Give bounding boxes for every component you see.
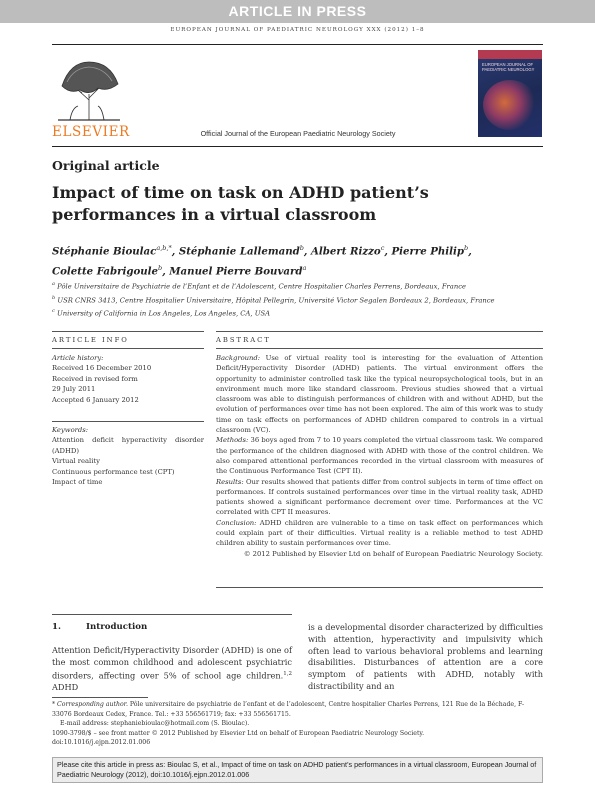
abstract-conclusion-text: ADHD children are vulnerable to a time on task effect on performances which could explain part of their difficulties. Virtual reality is a reliable method to test ADHD children ability to sustain performances over time. [216, 518, 543, 548]
affiliation [52, 293, 552, 307]
affiliation-text: University of California in Los Angeles, Los Angeles, CA, USA [56, 309, 271, 318]
abstract-results-label: Results: [216, 477, 244, 486]
cover-title: EUROPEAN JOURNAL OF PAEDIATRIC NEUROLOGY [482, 62, 535, 72]
citation-box: Please cite this article in press as: Bioulac S, et al., Impact of time on task on ADHD patient’s performances in a virtual classroom, European Journal of Paediatric Neurology (2012), doi:10.1016/j.ejpn.2012.01.006 [52, 757, 543, 783]
affiliation-text: Pôle Universitaire de Psychiatrie de l’Enfant et de l’Adolescent, Centre Hospitalier Charles Perrens, Bordeaux, France [57, 282, 467, 291]
author-name: Stéphanie Bioulac [52, 245, 157, 258]
keywords-label: Keywords: [52, 426, 89, 434]
history-label: Article history: [52, 354, 104, 362]
history-item: Received in revised form [52, 374, 138, 383]
article-info-mid-rule [52, 348, 204, 349]
abstract-results [216, 477, 543, 518]
intro-rule [52, 614, 292, 615]
author-name: Albert Rizzo [311, 245, 381, 258]
article-info-top-rule [52, 331, 204, 332]
corresponding-label: * Corresponding author. [52, 701, 128, 708]
article-in-press-banner: ARTICLE IN PRESS [0, 0, 595, 23]
abstract-conclusion-label: Conclusion: [216, 518, 257, 527]
doi-line: doi:10.1016/j.ejpn.2012.01.006 [52, 739, 151, 747]
body-column-right [308, 622, 543, 693]
corresponding-text: Pôle universitaire de psychiatrie de l’enfant et de l’adolescent, Centre hospitalier Charles Perrens, 121 Rue de la Béchade, F-33076 Bordeaux Cedex, France. Tel.: +33 556561719; fax: +33 556561715. [52, 701, 525, 718]
journal-cover-image [478, 50, 542, 137]
affiliation [52, 306, 552, 320]
abstract-mid-rule [216, 348, 543, 349]
email-note: E-mail address: stephaniebioulac@hotmail.com (S. Bioulac). [60, 720, 250, 728]
header-top-rule [52, 44, 543, 45]
citation-mark: 1,2 [283, 670, 292, 677]
section-number: 1. [52, 622, 61, 632]
abstract-background-text: Use of virtual reality tool is interesting for the evaluation of Attention Deficit/Hyperactivity Disorder (ADHD) patients. The virtual environment offers the opportunity to administer controlled task like the typical neuropsychological tools, but in an environment much more like standard classroom. Previous studies showed that a virtual classroom was able to distinguish performances of children with and without ADHD, but the evolution of performances over time has not been explored. The aim of this work was to study time on task effects on performances of ADHD children compared to controls in a virtual classroom (VC). [216, 354, 543, 435]
keyword: Virtual reality [52, 457, 100, 466]
abstract-methods-label: Methods: [216, 436, 249, 445]
keywords-divider [52, 421, 204, 422]
cover-band [478, 50, 542, 59]
journal-running-head: EUROPEAN JOURNAL OF PAEDIATRIC NEUROLOGY XXX (2012) 1–8 [170, 27, 425, 33]
article-history [52, 353, 204, 405]
abstract-copyright: © 2012 Published by Elsevier Ltd on behalf of European Paediatric Neurology Society. [243, 549, 543, 558]
author-affiliation-mark: b [299, 244, 304, 252]
abstract-heading: ABSTRACT [216, 336, 271, 344]
elsevier-tree-icon [52, 56, 126, 122]
affiliation-text: USR CNRS 3413, Centre Hospitalier Universitaire, Hôpital Pellegrin, Université Victor Segalen Bordeaux 2, Bordeaux, France [57, 295, 495, 304]
author-name: Manuel Pierre Bouvard [169, 265, 303, 278]
affiliation-mark: b [52, 294, 56, 301]
abstract-body [216, 353, 543, 559]
abstract-background-label: Background: [216, 354, 261, 362]
author-name: Colette Fabrigoule [52, 265, 159, 278]
publisher-name: ELSEVIER [52, 124, 130, 140]
issn-line: 1090-3798/$ – see front matter © 2012 Published by Elsevier Ltd on behalf of European Paediatric Neurology Society. [52, 729, 425, 737]
keyword: Attention deficit hyperactivity disorder (ADHD) [52, 436, 204, 455]
keywords [52, 425, 204, 487]
keyword: Impact of time [52, 478, 103, 487]
history-item: Received 16 December 2010 [52, 364, 152, 373]
abstract-methods-text: 36 boys aged from 7 to 10 years completed the virtual classroom task. We compared the performance of the children diagnosed with ADHD with those of the control children. We also compared attentional performances recorded in the virtual classroom with measures of the Continuous Performance Test (CPT II). [216, 436, 543, 476]
affiliation [52, 279, 552, 293]
author-affiliation-mark: b [158, 264, 163, 273]
author-affiliation-mark: a [302, 264, 307, 273]
abstract-methods [216, 435, 543, 476]
cover-artwork [483, 80, 537, 130]
footnote-rule [52, 697, 148, 698]
affiliation-mark: a [52, 281, 55, 287]
section-title: Introduction [86, 622, 148, 632]
body-text: ADHD [52, 682, 79, 693]
keyword: Continuous performance test (CPT) [52, 467, 175, 476]
elsevier-logo [52, 56, 130, 144]
article-title: Impact of time on task on ADHD patient’s performances in a virtual classroom [52, 183, 429, 224]
footnotes [52, 700, 543, 748]
article-info-heading: ARTICLE INFO [52, 336, 129, 344]
abstract-results-text: Our results showed that patients differ from control subjects in term of time effect on performances. If controls sustained performances over time in the virtual reality task, ADHD patients showed a significant performance decrement over time. Performances at the VC correlated with CPT II measures. [216, 477, 543, 517]
affiliation-list [52, 279, 552, 320]
body-text: Attention Deficit/Hyperactivity Disorder (ADHD) is one of the most common childhood and adolescent psychiatric disorders, affecting over 5% of school age children. [52, 645, 292, 681]
abstract-top-rule [216, 331, 543, 332]
author-list: Stéphanie Bioulac$^{a,b,*}$, Stéphanie Lallemand$^b$, Albert Rizzo$^c$, Pierre Philip$^b$, Colette Fabrigoule$^b$, Manuel Pierre Bouvard$^a$ [52, 244, 472, 278]
abstract-background [216, 353, 543, 435]
body-column-left [52, 645, 292, 694]
affiliation-mark: c [52, 308, 55, 315]
article-type: Original article [52, 158, 160, 173]
author-affiliation-mark: a,b,* [156, 244, 172, 252]
abstract-bottom-rule [216, 587, 543, 588]
history-item: Accepted 6 January 2012 [52, 395, 139, 404]
author-name: Stéphanie Lallemand [178, 245, 300, 258]
author-affiliation-mark: b [464, 244, 469, 252]
abstract-conclusion [216, 518, 543, 549]
author-name: Pierre Philip [391, 245, 465, 258]
body-text: is a developmental disorder characterized by difficulties with attention, hyperactivity and impulsivity which often lead to various behavioral problems and learning disabilities. Disturbances of attention are a core symptom of patients with ADHD, notably with distractibility and an [308, 622, 543, 691]
header-bottom-rule [52, 146, 543, 147]
corresponding-author-note [52, 700, 543, 719]
author-affiliation-mark: c [380, 244, 385, 252]
official-journal-line: Official Journal of the European Paediatric Neurology Society [200, 129, 396, 138]
history-item: 29 July 2011 [52, 385, 96, 394]
section-heading [52, 622, 147, 632]
